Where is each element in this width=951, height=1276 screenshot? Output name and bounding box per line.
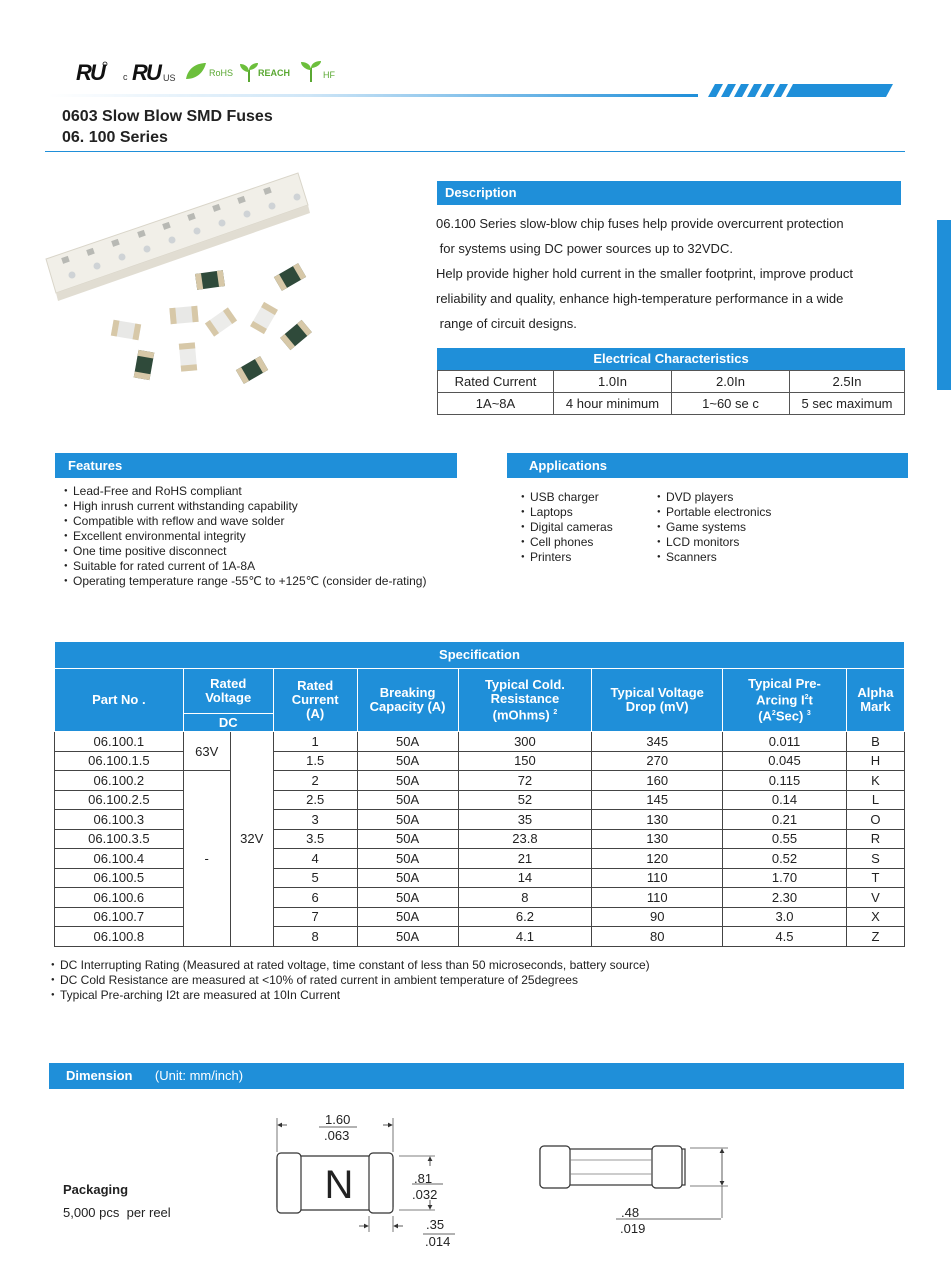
table-row xyxy=(55,829,905,849)
chip-marking: N xyxy=(324,1163,354,1207)
list-item: ● Printers xyxy=(521,550,651,565)
table-cell: 50A xyxy=(357,751,458,771)
table-header-row xyxy=(55,642,905,669)
table-cell: 72 xyxy=(458,771,592,791)
list-item: ● Game systems xyxy=(657,520,857,535)
table-cell: 50A xyxy=(357,829,458,849)
table-cell: Z xyxy=(846,927,904,947)
table-cell: 150 xyxy=(458,751,592,771)
note-item: ● Typical Pre-arching I2t are measured at 10In Current xyxy=(51,988,911,1003)
table-cell: 8 xyxy=(458,888,592,908)
table-cell: 80 xyxy=(592,927,723,947)
description-heading-bar xyxy=(437,181,901,205)
dimension-unit: (Unit: mm/inch) xyxy=(154,1068,244,1083)
table-cell: 345 xyxy=(592,732,723,752)
table-cell: 06.100.6 xyxy=(55,888,184,908)
svg-text:U: U xyxy=(146,60,162,84)
table-cell: 63V xyxy=(183,732,230,771)
col-header-cold-resistance xyxy=(458,669,592,732)
table-row xyxy=(55,771,905,791)
table-cell: 120 xyxy=(592,849,723,869)
col-header-prearcing xyxy=(723,669,847,732)
description-line: for systems using DC power sources up to 32VDC. xyxy=(436,241,733,256)
cert-us-label: US xyxy=(163,73,176,83)
electrical-table xyxy=(437,370,905,415)
electrical-characteristics xyxy=(437,348,905,415)
table-cell: 5 sec maximum xyxy=(790,393,905,415)
table-cell: 1.0In xyxy=(554,371,672,393)
table-cell: 06.100.4 xyxy=(55,849,184,869)
col-header-prearcing-label: Typical Pre-Arcing I xyxy=(748,675,821,707)
dim-term-in: .014 xyxy=(425,1234,451,1249)
table-cell: 0.55 xyxy=(723,829,847,849)
chip-terminal-right xyxy=(369,1153,393,1213)
table-cell: 270 xyxy=(592,751,723,771)
dim-length-mm: 1.60 xyxy=(325,1112,351,1127)
description-line: Help provide higher hold current in the smaller footprint, improve product xyxy=(436,266,853,281)
table-cell: R xyxy=(846,829,904,849)
table-cell: 4 xyxy=(273,849,357,869)
features-heading-bar xyxy=(55,453,457,478)
packaging-text: 5,000 pcs per reel xyxy=(63,1205,171,1220)
cert-hf-label: HF xyxy=(323,70,335,80)
description-line: range of circuit designs. xyxy=(436,316,577,331)
title-line-1: 0603 Slow Blow SMD Fuses xyxy=(62,108,273,125)
table-cell: 4.5 xyxy=(723,927,847,947)
dim-height-in: .032 xyxy=(412,1187,438,1202)
col-header-prearcing-exp: 2 xyxy=(804,693,809,701)
list-item: ● LCD monitors xyxy=(657,535,857,550)
table-cell: 1~60 se c xyxy=(672,393,790,415)
ul-logo-icon xyxy=(74,60,108,84)
table-cell: 06.100.2.5 xyxy=(55,790,184,810)
side-terminal-right xyxy=(652,1146,682,1188)
table-cell: 0.045 xyxy=(723,751,847,771)
table-cell: 06.100.8 xyxy=(55,927,184,947)
table-row xyxy=(55,751,905,771)
table-cell: T xyxy=(846,868,904,888)
table-row xyxy=(55,868,905,888)
applications-list-col1 xyxy=(521,490,651,565)
svg-text:U: U xyxy=(90,60,106,84)
table-cell: 8 xyxy=(273,927,357,947)
notes-list xyxy=(51,958,911,1003)
list-item: ● One time positive disconnect xyxy=(64,544,464,559)
table-row xyxy=(55,732,905,752)
side-terminal-left xyxy=(540,1146,570,1188)
list-item: ● Laptops xyxy=(521,505,651,520)
table-cell: 0.14 xyxy=(723,790,847,810)
table-cell: O xyxy=(846,810,904,830)
table-cell: 06.100.3.5 xyxy=(55,829,184,849)
cert-c-label: c xyxy=(123,72,128,82)
description-heading: Description xyxy=(445,185,517,200)
table-row xyxy=(55,888,905,908)
table-cell: 52 xyxy=(458,790,592,810)
description-line: 06.100 Series slow-blow chip fuses help provide overcurrent protection xyxy=(436,216,844,231)
table-cell: 1.70 xyxy=(723,868,847,888)
specification-heading: Specification xyxy=(55,642,905,669)
title-line-2: 06. 100 Series xyxy=(62,129,168,146)
col-header-part-no: Part No . xyxy=(55,669,184,732)
table-cell: 50A xyxy=(357,888,458,908)
rohs-leaf-icon xyxy=(184,61,208,81)
table-cell: 0.011 xyxy=(723,732,847,752)
svg-text:R: R xyxy=(76,60,92,84)
tape-reel-strip xyxy=(46,173,310,301)
table-cell: 3.5 xyxy=(273,829,357,849)
table-cell: H xyxy=(846,751,904,771)
table-cell: 1 xyxy=(273,732,357,752)
table-cell: 300 xyxy=(458,732,592,752)
table-cell: 145 xyxy=(592,790,723,810)
col-header-cold-resistance-note: 2 xyxy=(553,708,558,716)
col-header-voltage-drop: Typical Voltage Drop (mV) xyxy=(592,669,723,732)
table-cell: 50A xyxy=(357,849,458,869)
specification-body xyxy=(55,732,905,947)
table-cell: 130 xyxy=(592,810,723,830)
dim-term-mm: .35 xyxy=(426,1217,445,1232)
table-row xyxy=(55,907,905,927)
col-header-rated-voltage: Rated Voltage xyxy=(183,669,273,714)
dim-thick-in: .019 xyxy=(620,1221,646,1236)
table-cell: L xyxy=(846,790,904,810)
table-row xyxy=(55,790,905,810)
table-cell: 110 xyxy=(592,888,723,908)
table-cell: 2.5In xyxy=(790,371,905,393)
cert-rohs-label: RoHS xyxy=(209,68,234,78)
table-cell: 160 xyxy=(592,771,723,791)
side-tab xyxy=(937,220,951,390)
table-cell: 2.30 xyxy=(723,888,847,908)
table-cell: 4 hour minimum xyxy=(554,393,672,415)
packaging-heading: Packaging xyxy=(63,1182,129,1197)
table-cell: 2.5 xyxy=(273,790,357,810)
list-item: ● Cell phones xyxy=(521,535,651,550)
applications-list-col2 xyxy=(657,490,857,565)
list-item: ● Lead-Free and RoHS compliant xyxy=(64,484,464,499)
col-header-dc: DC xyxy=(183,714,273,732)
note-item: ● DC Cold Resistance are measured at <10% of rated current in ambient temperature of 25degrees xyxy=(51,973,911,988)
table-header-row xyxy=(55,669,905,714)
col-header-breaking-capacity: Breaking Capacity (A) xyxy=(357,669,458,732)
page-title xyxy=(62,106,273,148)
table-cell: 110 xyxy=(592,868,723,888)
table-cell: 50A xyxy=(357,907,458,927)
col-header-prearcing-unit-end: Sec) xyxy=(775,708,804,724)
dimension-top-view-drawing xyxy=(265,1108,485,1248)
description-line: reliability and quality, enhance high-temperature performance in a wide xyxy=(436,291,844,306)
col-header-prearcing-unit-exp: 2 xyxy=(771,710,776,717)
dim-thick-mm: .48 xyxy=(621,1205,640,1220)
table-cell: B xyxy=(846,732,904,752)
note-item: ● DC Interrupting Rating (Measured at rated voltage, time constant of less than 50 microseconds, battery source) xyxy=(51,958,911,973)
table-cell: 50A xyxy=(357,810,458,830)
dim-height-mm: .81 xyxy=(414,1171,433,1186)
list-item: ● Digital cameras xyxy=(521,520,651,535)
loose-fuse-chips xyxy=(111,263,312,384)
table-cell: K xyxy=(846,771,904,791)
table-cell: 06.100.1 xyxy=(55,732,184,752)
table-cell: 23.8 xyxy=(458,829,592,849)
hf-sprout-icon xyxy=(299,58,323,84)
dim-length-in: .063 xyxy=(324,1128,350,1143)
description-text xyxy=(436,211,916,336)
table-cell: 50A xyxy=(357,771,458,791)
table-cell: 21 xyxy=(458,849,592,869)
table-cell: 0.52 xyxy=(723,849,847,869)
cul-logo-icon xyxy=(130,60,164,84)
table-cell: 4.1 xyxy=(458,927,592,947)
svg-text:R: R xyxy=(132,60,148,84)
list-item: ● Compatible with reflow and wave solder xyxy=(64,514,464,529)
list-item: ● Excellent environmental integrity xyxy=(64,529,464,544)
table-cell: 0.115 xyxy=(723,771,847,791)
table-cell: 50A xyxy=(357,927,458,947)
table-row xyxy=(55,849,905,869)
table-cell: X xyxy=(846,907,904,927)
table-cell: 1.5 xyxy=(273,751,357,771)
table-cell: 5 xyxy=(273,868,357,888)
reach-sprout-icon xyxy=(238,60,260,84)
list-item: ● Scanners xyxy=(657,550,857,565)
table-cell: 35 xyxy=(458,810,592,830)
product-photo-image xyxy=(42,165,332,390)
table-cell: 7 xyxy=(273,907,357,927)
electrical-heading: Electrical Characteristics xyxy=(593,351,749,366)
list-item: ● Suitable for rated current of 1A-8A xyxy=(64,559,464,574)
table-cell: 3 xyxy=(273,810,357,830)
applications-heading-bar xyxy=(507,453,908,478)
table-row xyxy=(55,927,905,947)
col-header-prearcing-t: t xyxy=(808,692,813,707)
table-cell: 90 xyxy=(592,907,723,927)
table-cell: 2 xyxy=(273,771,357,791)
table-cell: Rated Current xyxy=(438,371,554,393)
table-cell: - xyxy=(183,771,230,947)
title-divider xyxy=(45,151,905,152)
col-header-alpha-mark: Alpha Mark xyxy=(846,669,904,732)
features-heading: Features xyxy=(68,458,123,473)
table-row xyxy=(55,810,905,830)
applications-heading: Applications xyxy=(529,458,608,473)
table-cell: 50A xyxy=(357,790,458,810)
table-cell: 2.0In xyxy=(672,371,790,393)
table-cell: 32V xyxy=(230,732,273,947)
table-cell: 6.2 xyxy=(458,907,592,927)
table-cell: 06.100.3 xyxy=(55,810,184,830)
table-cell: 3.0 xyxy=(723,907,847,927)
list-item: ● High inrush current withstanding capability xyxy=(64,499,464,514)
table-cell: 50A xyxy=(357,868,458,888)
table-cell: 06.100.1.5 xyxy=(55,751,184,771)
list-item: ● Portable electronics xyxy=(657,505,857,520)
table-row xyxy=(438,371,905,393)
table-cell: 14 xyxy=(458,868,592,888)
cert-reach-label: REACH xyxy=(258,68,291,78)
specification-table xyxy=(54,641,905,947)
table-cell: 1A~8A xyxy=(438,393,554,415)
col-header-prearcing-unit: (A xyxy=(758,708,772,724)
features-list xyxy=(64,484,464,589)
table-cell: 06.100.5 xyxy=(55,868,184,888)
chip-terminal-left xyxy=(277,1153,301,1213)
list-item: ● Operating temperature range -55℃ to +125℃ (consider de-rating) xyxy=(64,574,464,589)
col-header-prearcing-note: 3 xyxy=(806,710,811,717)
table-cell: 06.100.2 xyxy=(55,771,184,791)
table-cell: 50A xyxy=(357,732,458,752)
table-cell: 06.100.7 xyxy=(55,907,184,927)
dimension-heading: Dimension xyxy=(66,1068,133,1083)
table-cell: S xyxy=(846,849,904,869)
table-cell: 0.21 xyxy=(723,810,847,830)
col-header-rated-current: Rated Current (A) xyxy=(273,669,357,732)
dimension-heading-bar xyxy=(49,1063,904,1089)
electrical-heading-bar xyxy=(437,348,905,370)
header-stripe-bar xyxy=(48,82,898,102)
col-header-cold-resistance-label: Typical Cold. Resistance (mOhms) xyxy=(484,676,565,723)
table-cell: 6 xyxy=(273,888,357,908)
list-item: ● USB charger xyxy=(521,490,651,505)
table-row xyxy=(438,393,905,415)
list-item: ● DVD players xyxy=(657,490,857,505)
table-cell: V xyxy=(846,888,904,908)
table-cell: 130 xyxy=(592,829,723,849)
